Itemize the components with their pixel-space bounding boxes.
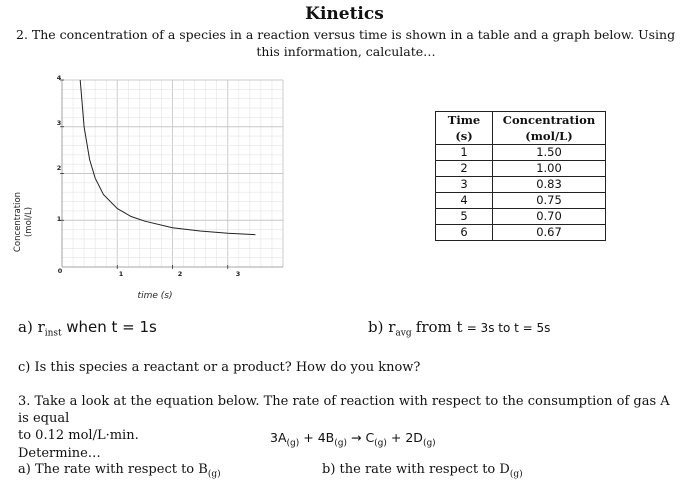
intro-line-2: this information, calculate… (256, 44, 436, 59)
q2b-prefix: b) r (368, 318, 396, 336)
eq-state-c: (g) (374, 438, 387, 449)
graph-ylabel: Concentration (13, 191, 23, 253)
question-2c: c) Is this species a reactant or a product? How do you know? (18, 360, 421, 375)
table-header-row (436, 112, 606, 145)
eq-reactant-b: + 4B (303, 430, 335, 445)
eq-product-d: + 2D (390, 430, 423, 445)
page-title: Kinetics (305, 4, 384, 24)
table-row (436, 161, 606, 177)
header-conc-label: Concentration (502, 113, 596, 127)
time-cell: 4 (436, 193, 493, 209)
q3a-subscript: (g) (207, 469, 221, 480)
table-row (436, 193, 606, 209)
question-2-intro (16, 26, 676, 60)
header-time-unit: (s) (455, 129, 473, 143)
time-cell: 6 (436, 225, 493, 241)
graph-origin-label: 0 (57, 267, 63, 275)
determine-label: Determine… (18, 446, 101, 461)
graph-ylabel-units: (mol/L) (24, 206, 34, 238)
intro-line-1: 2. The concentration of a species in a reaction versus time is shown in a table and a graph below. Using (16, 27, 676, 42)
time-cell: 5 (436, 209, 493, 225)
q2b-from: from t (415, 318, 463, 336)
q3-number: 3. (18, 394, 31, 409)
time-cell: 3 (436, 177, 493, 193)
q2b-subscript: avg (395, 328, 412, 339)
table-header-time (436, 112, 493, 145)
q2a-subscript: inst (44, 328, 62, 339)
question-3b (322, 462, 523, 480)
eq-state-b: (g) (334, 438, 347, 449)
q3b-subscript: (g) (509, 469, 523, 480)
x-tick-label-3: 3 (235, 270, 241, 278)
question-2a (18, 318, 157, 339)
x-tick-label-1: 1 (118, 270, 124, 278)
y-tick-label-3: 3 (56, 119, 62, 127)
table-row (436, 177, 606, 193)
time-cell: 2 (436, 161, 493, 177)
question-2b (368, 318, 550, 339)
concentration-time-graph (10, 70, 295, 305)
eq-state-d: (g) (422, 438, 436, 449)
q3b-text: b) the rate with respect to D (322, 462, 510, 477)
eq-arrow: → (350, 430, 362, 445)
q3a-text: a) The rate with respect to B (18, 462, 208, 477)
q2a-text: when t = 1s (66, 318, 157, 336)
q2b-range: = 3s to t = 5s (466, 321, 551, 335)
concentration-cell: 1.00 (493, 161, 606, 177)
y-tick-label-1: 1 (56, 215, 62, 223)
concentration-cell: 0.70 (493, 209, 606, 225)
time-cell: 1 (436, 145, 493, 161)
concentration-cell: 0.75 (493, 193, 606, 209)
concentration-cell: 0.67 (493, 225, 606, 241)
q3-line-1: Take a look at the equation below. The rate of reaction with respect to the consumption of gas A is equal (18, 394, 670, 426)
table-header-concentration (493, 112, 606, 145)
concentration-cell: 0.83 (493, 177, 606, 193)
chemical-equation (270, 430, 436, 449)
eq-reactant-a: 3A (270, 430, 287, 445)
table-row (436, 209, 606, 225)
y-tick-label-4: 4 (56, 74, 62, 82)
q3-line-2: to 0.12 mol/L·min. (18, 428, 139, 443)
header-conc-unit: (mol/L) (525, 129, 573, 143)
eq-state-a: (g) (286, 438, 300, 449)
table-row (436, 145, 606, 161)
q2a-prefix: a) r (18, 318, 45, 336)
eq-product-c: C (365, 430, 375, 445)
table-row (436, 225, 606, 241)
header-time-label: Time (447, 113, 481, 127)
graph-grid (62, 80, 283, 267)
concentration-table (435, 111, 606, 241)
x-tick-label-2: 2 (177, 270, 183, 278)
y-tick-label-2: 2 (56, 164, 62, 172)
question-3a (18, 462, 221, 480)
graph-xlabel: time (s) (137, 291, 173, 301)
concentration-cell: 1.50 (493, 145, 606, 161)
